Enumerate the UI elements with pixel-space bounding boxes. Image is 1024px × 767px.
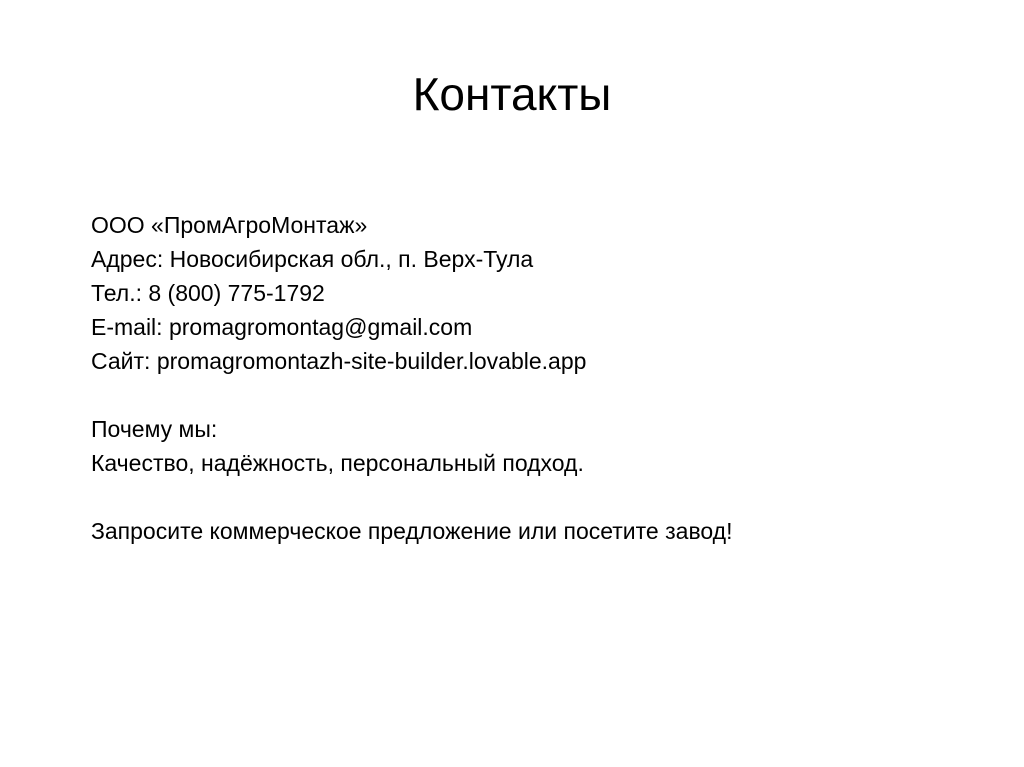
why-text: Качество, надёжность, персональный подход.: [91, 450, 584, 476]
spacer: [91, 480, 991, 514]
company-name: ООО «ПромАгроМонтаж»: [91, 212, 368, 238]
site-line: Сайт: promagromontazh-site-builder.lovable.app: [91, 348, 587, 374]
spacer: [91, 378, 991, 412]
why-heading: Почему мы:: [91, 416, 218, 442]
slide-title: Контакты: [412, 68, 612, 120]
phone-line: Тел.: 8 (800) 775-1792: [91, 280, 325, 306]
address-line: Адрес: Новосибирская обл., п. Верх-Тула: [91, 246, 534, 272]
slide-body: [91, 208, 991, 548]
email-line: E-mail: promagromontag@gmail.com: [91, 314, 473, 340]
call-to-action: Запросите коммерческое предложение или посетите завод!: [91, 518, 733, 544]
